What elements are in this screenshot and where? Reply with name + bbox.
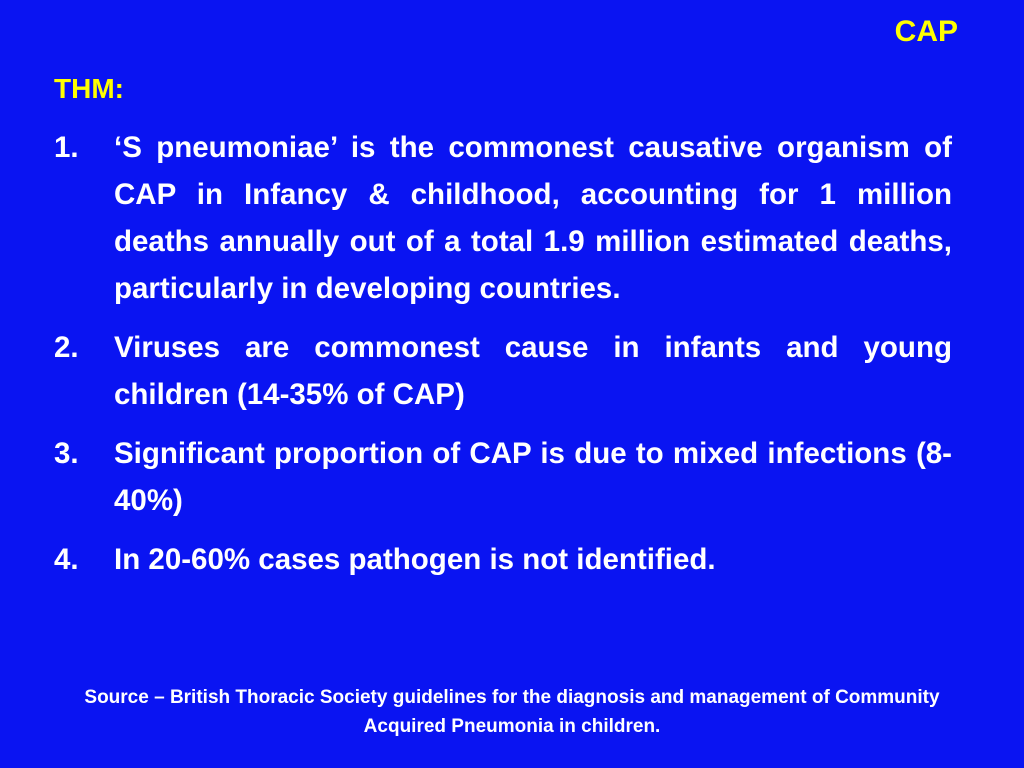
point-text: Viruses are commonest cause in infants and young children (14-35% of CAP): [114, 331, 952, 411]
section-heading: THM:: [54, 73, 124, 104]
points-list: [54, 124, 952, 595]
point-number: 2.: [54, 331, 79, 364]
slide-title: CAP: [894, 15, 958, 48]
point-text: In 20-60% cases pathogen is not identified.: [114, 543, 716, 576]
point-number: 3.: [54, 437, 79, 470]
point-item-4: [54, 536, 952, 583]
point-item-1: [54, 124, 952, 312]
point-item-3: [54, 430, 952, 524]
source-citation: Source – British Thoracic Society guidelines for the diagnosis and management of Community Acquired Pneumonia in children.: [84, 687, 940, 737]
point-text: Significant proportion of CAP is due to mixed infections (8-40%): [114, 437, 952, 517]
point-text: ‘S pneumoniae’ is the commonest causative organism of CAP in Infancy & childhood, accounting for 1 million deaths annually out of a total 1.9 million estimated deaths, particularly in developing countries.: [114, 131, 952, 305]
point-number: 4.: [54, 543, 79, 576]
point-item-2: [54, 324, 952, 418]
point-number: 1.: [54, 131, 79, 164]
